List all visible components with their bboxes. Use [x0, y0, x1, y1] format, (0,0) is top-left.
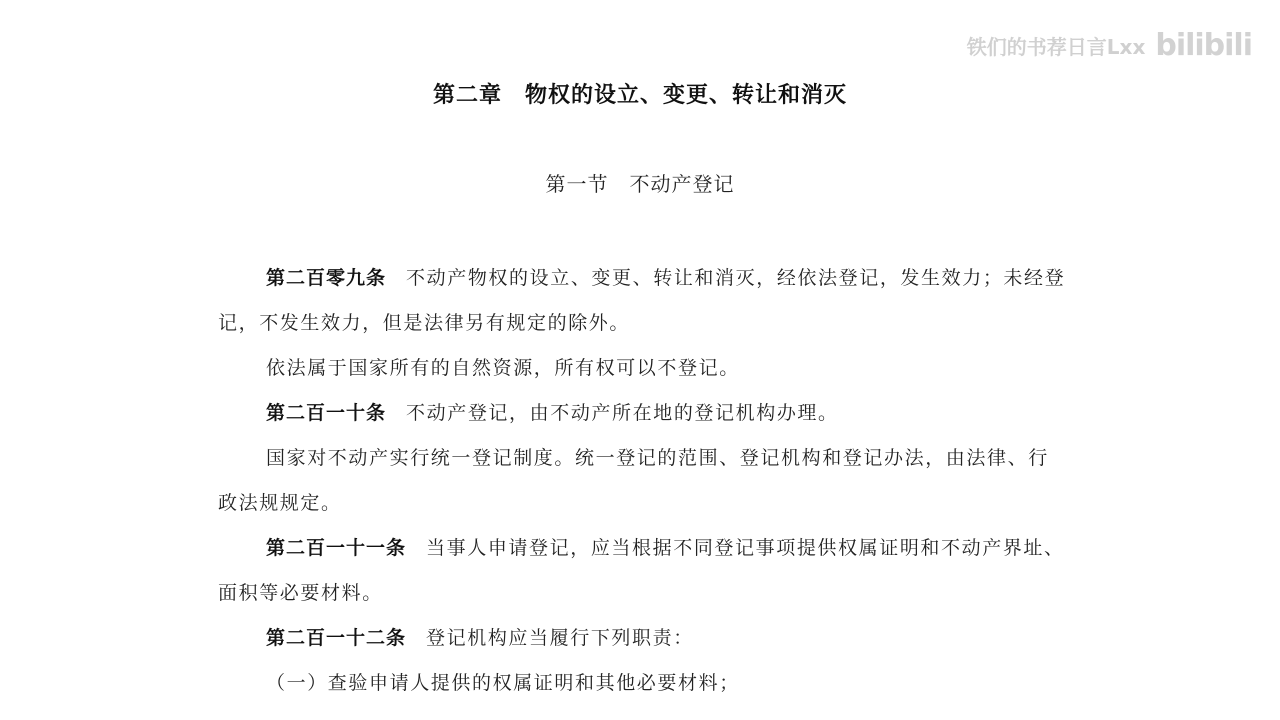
document-body	[218, 256, 1068, 706]
watermark-channel-text: 铁们的书荐日言Lxx	[966, 35, 1146, 59]
chapter-title: 第二章 物权的设立、变更、转让和消灭	[432, 83, 847, 108]
article-number: 第二百一十二条	[266, 627, 407, 649]
paragraph-art-210	[218, 391, 1068, 436]
paragraph-text: 登记机构应当履行下列职责：	[426, 627, 694, 649]
paragraph-text: 不动产物权的设立、变更、转让和消灭，经依法登记，发生效力；未经登记，不发生效力，但是法律另有规定的除外。	[218, 267, 1066, 334]
paragraph-text: 不动产登记，由不动产所在地的登记机构办理。	[406, 402, 839, 424]
paragraph-art-209	[218, 256, 1068, 346]
paragraph-art-212-item-1	[218, 661, 1068, 706]
paragraph-art-209-2	[218, 346, 1068, 391]
paragraph-art-212	[218, 616, 1068, 661]
bilibili-logo: bilibili	[1155, 28, 1252, 63]
watermark	[967, 28, 1252, 63]
paragraph-text: 依法属于国家所有的自然资源，所有权可以不登记。	[266, 357, 740, 379]
article-number: 第二百一十一条	[266, 537, 407, 559]
paragraph-art-210-2	[218, 436, 1068, 526]
section-title: 第一节 不动产登记	[545, 172, 735, 196]
article-number: 第二百一十条	[266, 402, 387, 424]
paragraph-text: 国家对不动产实行统一登记制度。统一登记的范围、登记机构和登记办法，由法律、行政法规规定。	[218, 447, 1049, 514]
paragraph-text: 当事人申请登记，应当根据不同登记事项提供权属证明和不动产界址、面积等必要材料。	[218, 537, 1065, 604]
paragraph-art-211	[218, 526, 1068, 616]
article-number: 第二百零九条	[266, 267, 387, 289]
paragraph-text: （一）查验申请人提供的权属证明和其他必要材料；	[266, 672, 740, 694]
